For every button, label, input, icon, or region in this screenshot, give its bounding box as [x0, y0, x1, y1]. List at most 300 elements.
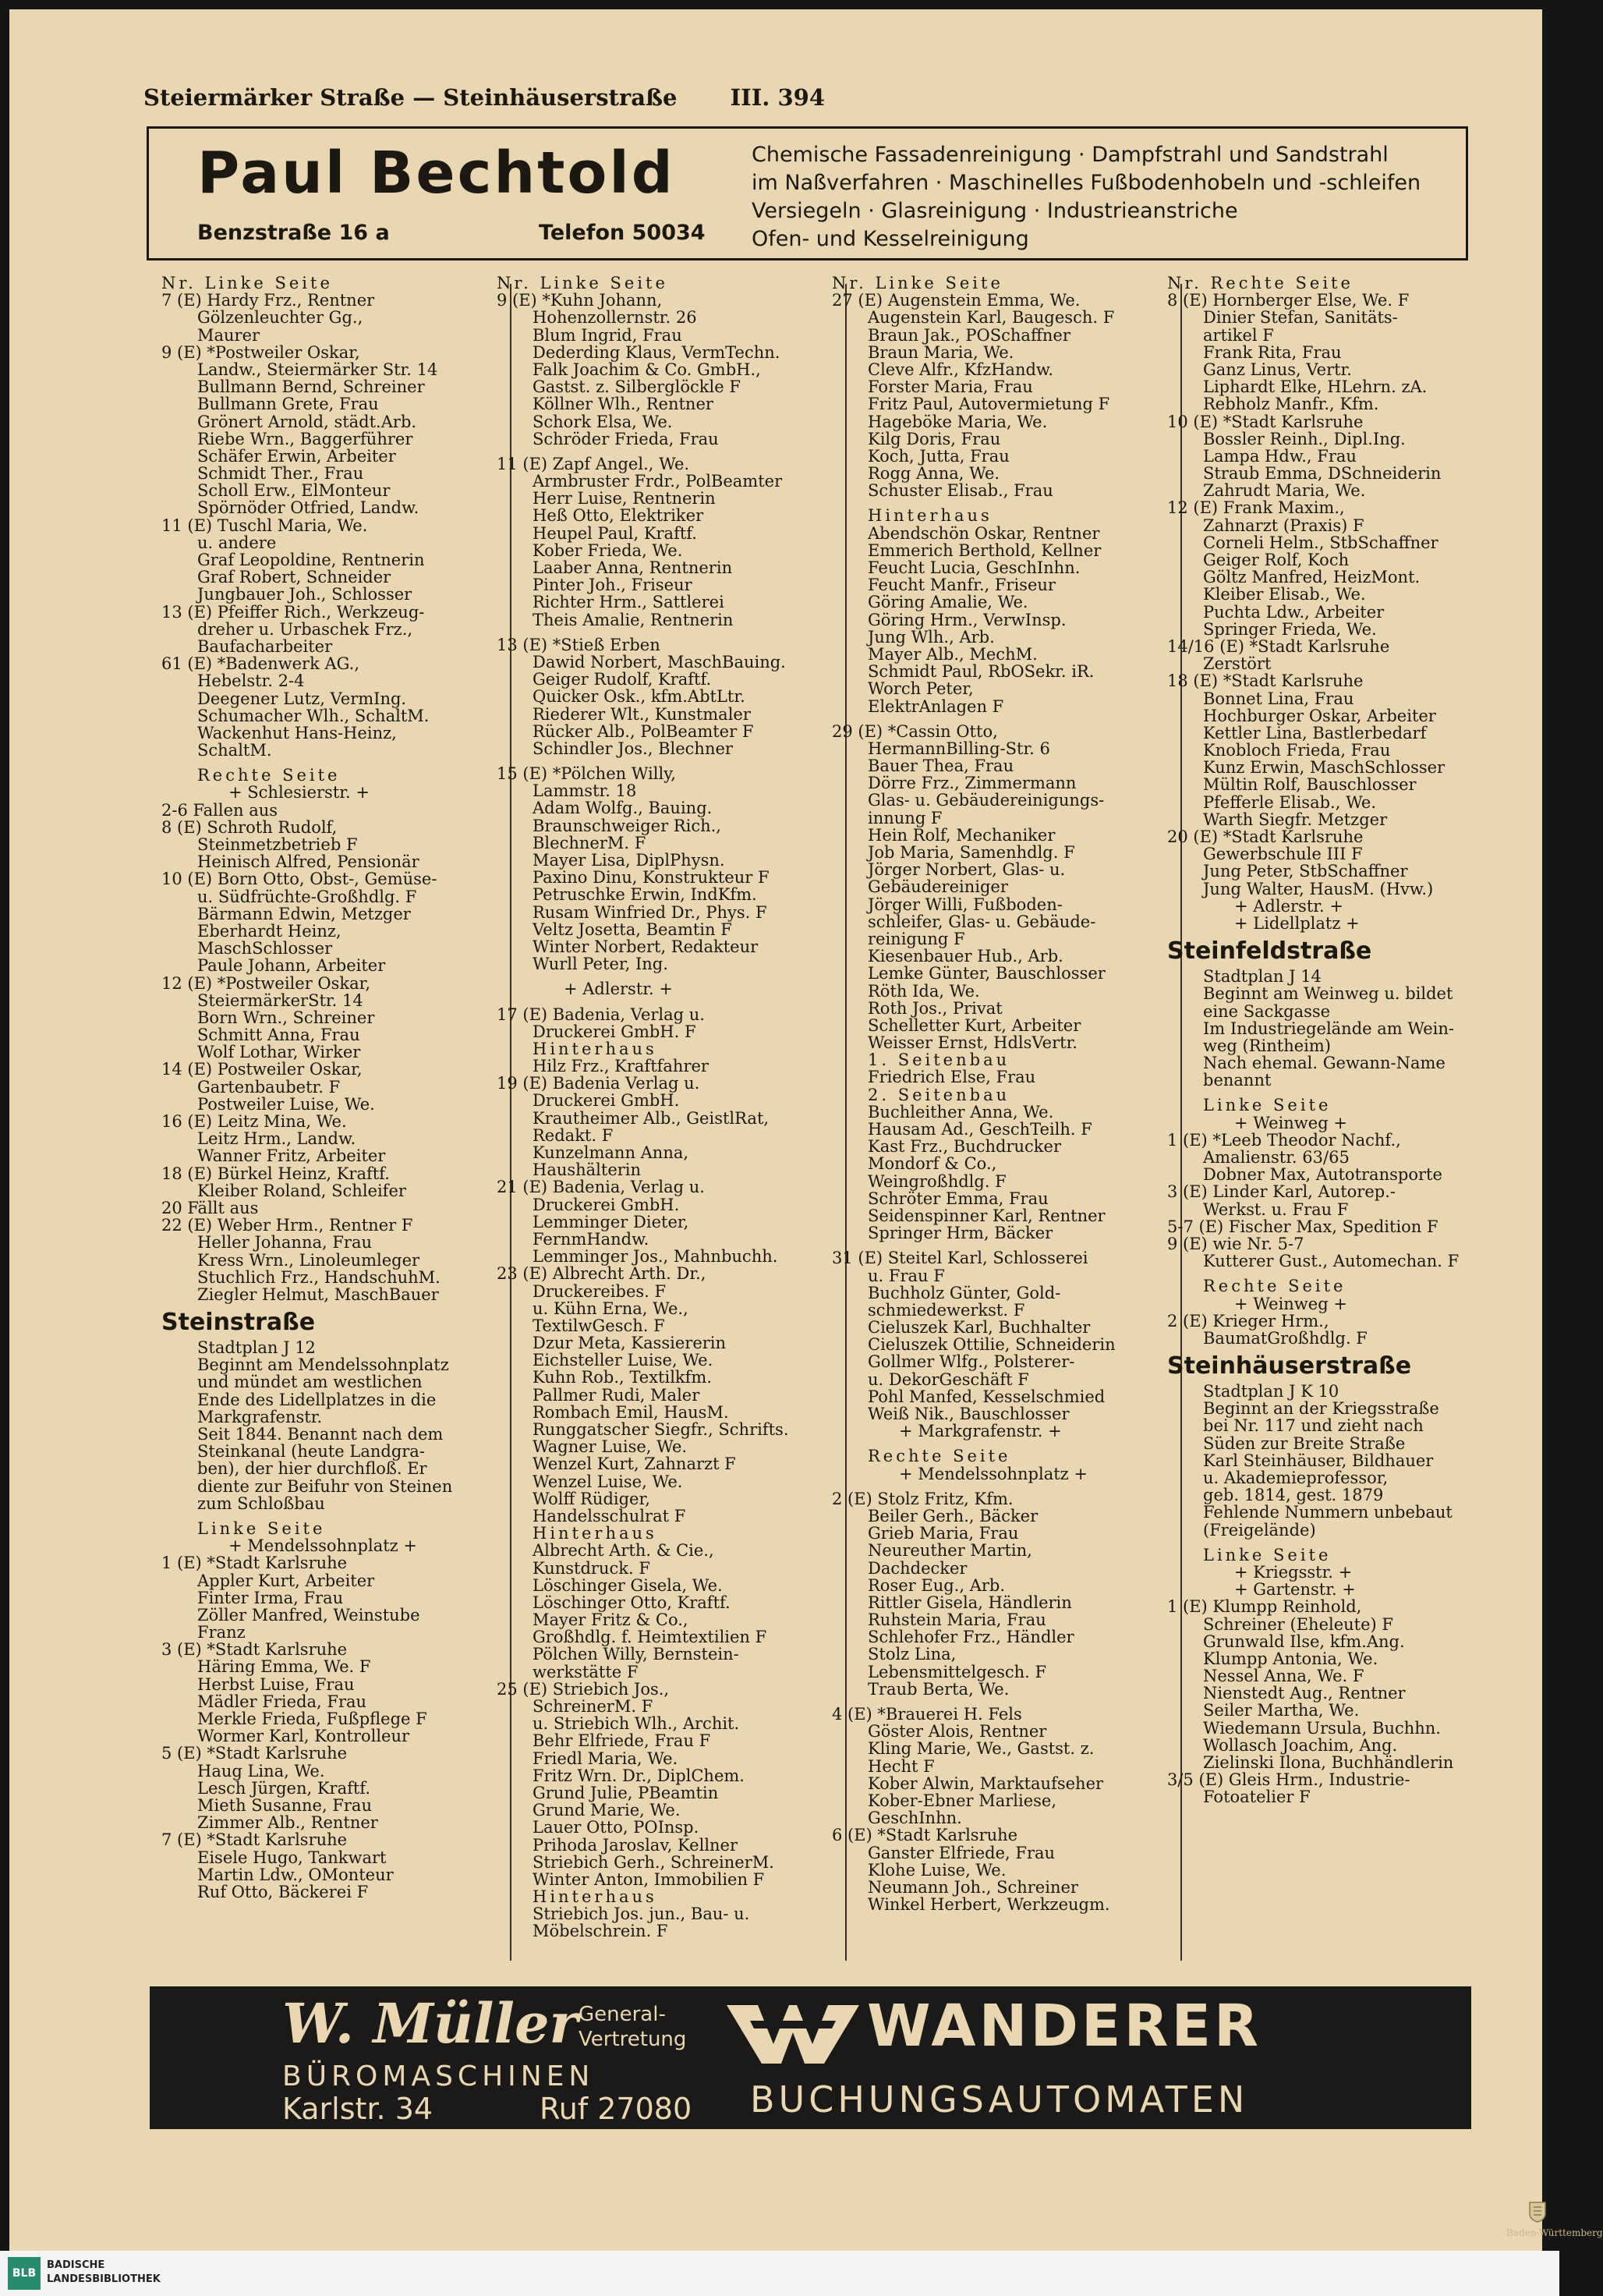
directory-line: schmiedewerkst. F — [868, 1300, 1025, 1320]
directory-line: Zahnarzt (Praxis) F — [1203, 516, 1364, 535]
directory-line: Dederding Klaus, VermTechn. — [533, 342, 780, 362]
directory-line: Nessel Anna, We. F — [1203, 1667, 1364, 1686]
directory-line: Buchholz Günter, Gold- — [868, 1283, 1061, 1302]
directory-line: 7 (E) Hardy Frz., Rentner — [161, 291, 375, 310]
directory-line: 2 (E) Stolz Fritz, Kfm. — [832, 1489, 1014, 1508]
directory-line: 14 (E) Postweiler Oskar, — [161, 1060, 363, 1079]
directory-line: Gollmer Wlfg., Polsterer- — [868, 1352, 1075, 1372]
directory-line: BaumatGroßhdlg. F — [1203, 1328, 1368, 1348]
directory-line: Hinterhaus — [533, 1039, 657, 1058]
directory-line: Krautheimer Alb., GeistlRat, — [533, 1108, 770, 1128]
ad-phone: Telefon 50034 — [539, 221, 706, 245]
directory-line: eine Sackgasse — [1203, 1001, 1331, 1021]
directory-line: 19 (E) Badenia Verlag u. — [497, 1074, 700, 1093]
street-heading: Steinfeldstraße — [1167, 937, 1372, 966]
directory-line: Seiler Martha, We. — [1203, 1701, 1360, 1720]
directory-line: Neureuther Martin, — [868, 1541, 1032, 1561]
directory-line: Wolff Rüdiger, — [533, 1489, 650, 1508]
directory-line: Dinier Stefan, Sanitäts- — [1203, 308, 1398, 328]
directory-line: Postweiler Luise, We. — [197, 1094, 375, 1114]
directory-line: Ruf Otto, Bäckerei F — [197, 1882, 369, 1901]
directory-line: 17 (E) Badenia, Verlag u. — [497, 1004, 705, 1024]
directory-line: Prihoda Jaroslav, Kellner — [533, 1835, 738, 1855]
directory-line: Kling Marie, We., Gastst. z. — [868, 1739, 1095, 1759]
directory-line: Bonnet Lina, Frau — [1203, 689, 1354, 708]
directory-line: Mondorf & Co., — [868, 1154, 997, 1174]
directory-line: Springer Hrm, Bäcker — [868, 1224, 1053, 1243]
directory-line: Klumpp Antonia, We. — [1203, 1649, 1378, 1668]
directory-line: Weingroßhdlg. F — [868, 1171, 1007, 1191]
directory-line: und mündet am westlichen — [197, 1373, 423, 1392]
directory-line: Deegener Lutz, VermIng. — [197, 689, 407, 708]
wanderer-w-logo-icon — [727, 1997, 859, 2067]
advertisement-bechtold — [147, 126, 1468, 260]
directory-column-1 — [161, 275, 481, 1967]
directory-line: u. Striebich Wlh., Archit. — [533, 1714, 740, 1734]
directory-line: 31 (E) Steitel Karl, Schlosserei — [832, 1249, 1088, 1268]
directory-line: 11 (E) Tuschl Maria, We. — [161, 516, 368, 535]
directory-line: Runggatscher Siegfr., Schrifts. — [533, 1420, 789, 1439]
directory-line: schleifer, Glas- u. Gebäude- — [868, 912, 1096, 931]
directory-line: 7 (E) *Stadt Karlsruhe — [161, 1830, 348, 1850]
directory-line: Baufacharbeiter — [197, 636, 333, 656]
directory-line: Druckerei GmbH. F — [533, 1022, 696, 1041]
directory-line: Rusam Winfried Dr., Phys. F — [533, 902, 767, 922]
directory-line: Armbruster Frdr., PolBeamter — [533, 472, 783, 491]
directory-line: Emmerich Berthold, Kellner — [868, 540, 1102, 560]
directory-line: + Kriegsstr. + — [1234, 1562, 1353, 1582]
directory-line: werkstätte F — [533, 1662, 639, 1681]
directory-line: Klohe Luise, We. — [868, 1860, 1007, 1880]
directory-line: Dörre Frz., Zimmermann — [868, 774, 1077, 793]
directory-line: Pinter Joh., Friseur — [533, 576, 692, 595]
header-streets: Steiermärker Straße — Steinhäuserstraße — [143, 84, 678, 111]
directory-line: + Adlerstr. + — [1234, 896, 1343, 916]
directory-line: Jungbauer Joh., Schlosser — [197, 585, 412, 604]
directory-line: 10 (E) Born Otto, Obst-, Gemüse- — [161, 870, 437, 889]
region-label: Baden-Württemberg — [1506, 2227, 1603, 2238]
library-footer — [0, 2251, 1559, 2296]
directory-line: Jung Walter, HausM. (Hvw.) — [1203, 879, 1434, 898]
directory-line: + Schlesierstr. + — [228, 783, 370, 803]
directory-line: Fritz Wrn. Dr., DiplChem. — [533, 1766, 745, 1785]
directory-line: Bärmann Edwin, Metzger — [197, 904, 411, 923]
directory-line: Braunschweiger Rich., — [533, 816, 721, 835]
directory-line: Augenstein Karl, Baugesch. F — [868, 308, 1115, 328]
directory-line: Finter Irma, Frau — [197, 1588, 344, 1607]
directory-line: Zahrudt Maria, We. — [1203, 481, 1366, 501]
directory-line: Zerstört — [1203, 654, 1272, 674]
library-name-line: LANDESBIBLIOTHEK — [47, 2273, 161, 2285]
directory-line: 21 (E) Badenia, Verlag u. — [497, 1178, 705, 1197]
directory-line: Schuster Elisab., Frau — [868, 481, 1053, 501]
directory-line: Grund Julie, PBeamtin — [533, 1783, 719, 1802]
directory-line: Pölchen Willy, Bernstein- — [533, 1645, 739, 1664]
directory-line: Schmidt Paul, RbOSekr. iR. — [868, 662, 1095, 682]
directory-line: Pohl Manfed, Kesselschmied — [868, 1387, 1106, 1406]
directory-line: u. Südfrüchte-Großhdlg. F — [197, 887, 417, 906]
directory-line: Kiesenbauer Hub., Arb. — [868, 947, 1063, 966]
directory-line: 15 (E) *Pölchen Willy, — [497, 764, 676, 784]
directory-line: Wollasch Joachim, Ang. — [1203, 1735, 1398, 1755]
directory-line: Dzur Meta, Kassiererin — [533, 1334, 727, 1353]
directory-line: Stadtplan J K 10 — [1203, 1382, 1339, 1401]
directory-line: Hinterhaus — [868, 506, 993, 526]
directory-line: Dachdecker — [868, 1558, 968, 1578]
directory-line: Nach ehemal. Gewann-Name — [1203, 1054, 1446, 1073]
directory-line: Kober-Ebner Marliese, — [868, 1791, 1057, 1810]
directory-line: Nr. Linke Seite — [832, 274, 1003, 292]
directory-line: 1. Seitenbau — [868, 1051, 1010, 1070]
directory-line: Glas- u. Gebäudereinigungs- — [868, 791, 1105, 810]
directory-line: Löschinger Otto, Kraftf. — [533, 1593, 731, 1612]
directory-line: Liphardt Elke, HLehrn. zA. — [1203, 377, 1428, 397]
directory-line: Handelsschulrat F — [533, 1506, 686, 1525]
directory-line: Seidenspinner Karl, Rentner — [868, 1206, 1106, 1225]
directory-line: 13 (E) *Stieß Erben — [497, 635, 660, 654]
directory-line: Gastst. z. Silberglöckle F — [533, 377, 741, 397]
directory-page — [9, 9, 1542, 2251]
directory-line: Lesch Jürgen, Kraftf. — [197, 1778, 370, 1798]
directory-line: GeschInhn. — [868, 1809, 962, 1828]
directory-line: Straub Emma, DSchneiderin — [1203, 464, 1442, 484]
directory-line: HermannBilling-Str. 6 — [868, 739, 1050, 758]
directory-line: Gölzenleuchter Gg., — [197, 308, 363, 328]
directory-line: Fotoatelier F — [1203, 1788, 1311, 1807]
directory-line: Merkle Frieda, Fußpflege F — [197, 1710, 427, 1728]
directory-line: Im Industriegelände am Wein- — [1203, 1019, 1454, 1038]
directory-line: TextilwGesch. F — [533, 1316, 665, 1335]
directory-line: 5-7 (E) Fischer Max, Spedition F — [1167, 1217, 1438, 1236]
ad-general-line: Vertretung — [579, 2028, 687, 2051]
directory-line: Rechte Seite — [868, 1447, 1011, 1466]
directory-line: Graf Robert, Schneider — [197, 568, 391, 587]
directory-line: Veltz Josetta, Beamtin F — [533, 919, 732, 939]
directory-line: zum Schloßbau — [197, 1493, 325, 1513]
directory-line: Feucht Manfr., Friseur — [868, 576, 1056, 595]
directory-line: Kuhn Rob., Textilkfm. — [533, 1368, 713, 1387]
ad-office-machines: BÜROMASCHINEN — [282, 2060, 595, 2092]
directory-line: Jung Peter, StbSchaffner — [1203, 862, 1408, 881]
directory-line: 3 (E) Linder Karl, Autorep.- — [1167, 1182, 1396, 1202]
directory-line: ben), der hier durchfloß. Er — [197, 1459, 427, 1479]
directory-line: Herr Luise, Rentnerin — [533, 489, 716, 508]
directory-line: Eichsteller Luise, We. — [533, 1351, 713, 1370]
directory-line: Hecht F — [868, 1756, 935, 1776]
directory-line: Beginnt am Mendelssohnplatz — [197, 1355, 449, 1375]
directory-line: Riederer Wlt., Kunstmaler — [533, 704, 751, 724]
directory-line: 16 (E) Leitz Mina, We. — [161, 1112, 347, 1131]
directory-line: + Weinweg + — [1234, 1113, 1347, 1132]
directory-line: Hinterhaus — [533, 1524, 657, 1543]
directory-line: Druckerei GmbH. — [533, 1091, 680, 1111]
directory-line: Ziegler Helmut, MaschBauer — [197, 1284, 439, 1304]
directory-line: Jörger Willi, Fußboden- — [868, 895, 1063, 914]
directory-line: Jörger Norbert, Glas- u. — [868, 860, 1066, 880]
directory-line: Laaber Anna, Rentnerin — [533, 558, 733, 577]
directory-line: Schelletter Kurt, Arbeiter — [868, 1015, 1081, 1035]
directory-line: Leitz Hrm., Landw. — [197, 1129, 356, 1149]
directory-line: Häring Emma, We. F — [197, 1657, 371, 1677]
ad-company-name: Paul Bechtold — [197, 140, 675, 207]
directory-line: Puchta Ldw., Arbeiter — [1203, 602, 1385, 622]
directory-line: Pfefferle Elisab., We. — [1203, 792, 1377, 812]
directory-line: Cieluszek Ottilie, Schneiderin — [868, 1335, 1116, 1355]
directory-line: Mayer Alb., MechM. — [868, 644, 1038, 664]
directory-line: Stadtplan J 14 — [1203, 967, 1322, 987]
directory-line: Nr. Rechte Seite — [1167, 274, 1354, 292]
directory-line: Gartenbaubetr. F — [197, 1077, 341, 1097]
directory-line: Heß Otto, Elektriker — [533, 506, 704, 526]
directory-line: Martin Ldw., OMonteur — [197, 1865, 394, 1884]
directory-line: SteiermärkerStr. 14 — [197, 990, 363, 1010]
directory-line: Lauer Otto, POInsp. — [533, 1818, 699, 1837]
directory-line: Fritz Paul, Autovermietung F — [868, 395, 1110, 414]
ad-dealer-name: W. Müller — [282, 1991, 579, 2056]
directory-line: Haushälterin — [533, 1160, 642, 1180]
directory-line: Kleiber Elisab., We. — [1203, 585, 1366, 604]
directory-line: Wenzel Kurt, Zahnarzt F — [533, 1454, 736, 1474]
directory-line: 10 (E) *Stadt Karlsruhe — [1167, 412, 1364, 431]
directory-line: 20 (E) *Stadt Karlsruhe — [1167, 827, 1364, 846]
directory-line: Göster Alois, Rentner — [868, 1722, 1047, 1741]
directory-line: Süden zur Breite Straße — [1203, 1433, 1406, 1453]
directory-line: Braun Maria, We. — [868, 342, 1014, 362]
directory-line: Hochburger Oskar, Arbeiter — [1203, 706, 1436, 725]
directory-line: Hohenzollernstr. 26 — [533, 308, 697, 328]
directory-line: 25 (E) Striebich Jos., — [497, 1679, 670, 1699]
directory-line: Heupel Paul, Kraftf. — [533, 523, 697, 543]
directory-line: Behr Elfriede, Frau F — [533, 1731, 711, 1751]
directory-line: Winter Norbert, Redakteur — [533, 937, 759, 956]
directory-line: Lampa Hdw., Frau — [1203, 446, 1357, 466]
directory-line: Köllner Wlh., Rentner — [533, 395, 713, 414]
directory-line: Rechte Seite — [197, 766, 341, 785]
directory-line: Geiger Rudolf, Kraftf. — [533, 670, 712, 689]
directory-line: Wenzel Luise, We. — [533, 1472, 683, 1491]
directory-line: Ganster Elfriede, Frau — [868, 1843, 1056, 1862]
directory-line: 23 (E) Albrecht Arth. Dr., — [497, 1264, 706, 1284]
directory-line: Worch Peter, — [868, 679, 974, 699]
directory-line: Wurll Peter, Ing. — [533, 955, 668, 974]
directory-line: 3 (E) *Stadt Karlsruhe — [161, 1640, 348, 1660]
directory-line: Friedl Maria, We. — [533, 1749, 678, 1768]
directory-line: Petruschke Erwin, IndKfm. — [533, 885, 757, 905]
directory-line: Haug Lina, We. — [197, 1761, 325, 1780]
directory-line: geb. 1814, gest. 1879 — [1203, 1486, 1384, 1505]
directory-line: 12 (E) Frank Maxim., — [1167, 498, 1345, 518]
directory-line: 27 (E) Augenstein Emma, We. — [832, 291, 1081, 310]
directory-line: Bullmann Grete, Frau — [197, 395, 379, 414]
directory-line: Rogg Anna, We. — [868, 464, 1000, 484]
directory-line: Beginnt an der Kriegsstraße — [1203, 1399, 1439, 1419]
directory-line: Adam Wolfg., Bauing. — [533, 799, 713, 818]
directory-line: Wackenhut Hans-Heinz, — [197, 723, 397, 742]
directory-line: Kast Frz., Buchdrucker — [868, 1137, 1062, 1157]
directory-line: Roser Eug., Arb. — [868, 1575, 1006, 1595]
directory-line: Feucht Lucia, GeschInhn. — [868, 558, 1081, 577]
ad-brand-name: WANDERER — [867, 1993, 1262, 2060]
directory-line: Koch, Jutta, Frau — [868, 446, 1010, 466]
directory-line: Markgrafenstr. — [197, 1407, 323, 1426]
directory-line: Quicker Osk., kfm.AbtLtr. — [533, 687, 745, 707]
directory-line: Schindler Jos., Blechner — [533, 739, 733, 758]
directory-line: 2 (E) Krieger Hrm., — [1167, 1311, 1329, 1330]
directory-line: Weiß Nik., Bauschlosser — [868, 1405, 1070, 1423]
directory-line: 3/5 (E) Gleis Hrm., Industrie- — [1167, 1770, 1410, 1790]
library-name — [47, 2259, 161, 2287]
directory-line: Schumacher Wlh., SchaltM. — [197, 706, 430, 725]
directory-line: Redakt. F — [533, 1125, 614, 1145]
directory-line: Stolz Lina, — [868, 1645, 957, 1664]
directory-line: weg (Rintheim) — [1203, 1036, 1331, 1055]
directory-line: 4 (E) *Brauerei H. Fels — [832, 1705, 1022, 1724]
directory-line: 2. Seitenbau — [868, 1085, 1010, 1104]
directory-line: Löschinger Gisela, We. — [533, 1575, 723, 1595]
directory-line: Ruhstein Maria, Frau — [868, 1610, 1046, 1630]
directory-line: u. Akademieprofessor, — [1203, 1469, 1389, 1487]
directory-line: Schmidt Ther., Frau — [197, 464, 364, 484]
directory-line: Paule Johann, Arbeiter — [197, 956, 386, 976]
ad-service-line: Ofen- und Kesselreinigung — [752, 227, 1029, 251]
directory-line: 14/16 (E) *Stadt Karlsruhe — [1167, 636, 1390, 656]
directory-line: Friedrich Else, Frau — [868, 1068, 1036, 1087]
directory-line: Lebensmittelgesch. F — [868, 1662, 1047, 1681]
directory-line: u. Frau F — [868, 1266, 945, 1285]
directory-line: Druckereibes. F — [533, 1281, 667, 1301]
directory-line: Hein Rolf, Mechaniker — [868, 825, 1056, 845]
directory-line: 1 (E) *Stadt Karlsruhe — [161, 1554, 348, 1573]
directory-line: Beginnt am Weinweg u. bildet — [1203, 984, 1453, 1004]
directory-line: benannt — [1203, 1071, 1272, 1090]
directory-line: Hausam Ad., GeschTeilh. F — [868, 1120, 1092, 1139]
directory-line: Striebich Gerh., SchreinerM. — [533, 1852, 774, 1872]
directory-line: 8 (E) Hornberger Else, We. F — [1167, 291, 1410, 310]
directory-line: Lemminger Dieter, — [533, 1212, 689, 1231]
directory-line: reinigung F — [868, 929, 965, 948]
ad-service-line: im Naßverfahren · Maschinelles Fußbodenhobeln und -schleifen — [752, 171, 1421, 195]
directory-line: Kleiber Roland, Schleifer — [197, 1181, 406, 1200]
directory-line: Kress Wrn., Linoleumleger — [197, 1250, 420, 1270]
directory-line: bei Nr. 117 und zieht nach — [1203, 1416, 1424, 1436]
directory-line: Roth Jos., Privat — [868, 998, 1003, 1018]
directory-line: u. Kühn Erna, We., — [533, 1299, 688, 1318]
library-name-line: BADISCHE — [47, 2259, 105, 2271]
directory-line: Rebholz Manfr., Kfm. — [1203, 395, 1379, 414]
directory-line: Gewerbschule III F — [1203, 845, 1363, 864]
ad-service-line: Chemische Fassadenreinigung · Dampfstrahl und Sandstrahl — [752, 143, 1389, 167]
directory-line: 6 (E) *Stadt Karlsruhe — [832, 1826, 1018, 1845]
directory-line: artikel F — [1203, 325, 1274, 345]
directory-line: 2-6 Fallen aus — [161, 800, 278, 820]
directory-line: Grund Marie, We. — [533, 1801, 681, 1820]
directory-line: Franz — [197, 1623, 246, 1642]
directory-line: Frank Rita, Frau — [1203, 342, 1342, 362]
directory-line: Neumann Joh., Schreiner — [868, 1877, 1078, 1897]
directory-line: Pallmer Rudi, Maler — [533, 1385, 700, 1405]
directory-line: Heinisch Alfred, Pensionär — [197, 852, 419, 872]
directory-line: + Markgrafenstr. + — [899, 1422, 1062, 1441]
directory-line: Linke Seite — [1203, 1545, 1332, 1564]
directory-line: Mültin Rolf, Bauschlosser — [1203, 775, 1417, 795]
directory-line: Hageböke Maria, We. — [868, 412, 1048, 431]
directory-line: Schlehofer Frz., Händler — [868, 1628, 1074, 1647]
directory-line: SchaltM. — [197, 741, 272, 760]
line-gap — [497, 998, 816, 1006]
directory-line: Göring Amalie, We. — [868, 593, 1028, 612]
directory-line: Mayer Fritz & Co., — [533, 1610, 688, 1630]
directory-line: + Weinweg + — [1234, 1294, 1347, 1313]
directory-line: Seit 1844. Benannt nach dem — [197, 1425, 444, 1444]
directory-line: MaschSchlosser — [197, 939, 333, 958]
directory-column-2 — [497, 275, 816, 1967]
directory-line: innung F — [868, 808, 943, 827]
directory-line: Geiger Rolf, Koch — [1203, 551, 1350, 569]
directory-line: Appler Kurt, Arbeiter — [197, 1571, 375, 1590]
directory-line: Rechte Seite — [1203, 1277, 1346, 1296]
directory-line: Wiedemann Ursula, Buchhn. — [1203, 1718, 1441, 1738]
directory-line: FernmHandw. — [533, 1229, 649, 1249]
directory-line: Albrecht Arth. & Cie., — [533, 1541, 714, 1561]
directory-line: 22 (E) Weber Hrm., Rentner F — [161, 1216, 413, 1235]
directory-line: Born Wrn., Schreiner — [197, 1008, 375, 1027]
directory-line: Gebäudereiniger — [868, 877, 1008, 897]
directory-line: 9 (E) *Kuhn Johann, — [497, 291, 663, 310]
directory-line: BlechnerM. F — [533, 833, 646, 852]
directory-line: Eisele Hugo, Tankwart — [197, 1848, 387, 1867]
directory-line: Kober Alwin, Marktaufseher — [868, 1773, 1104, 1793]
ad-address: Benzstraße 16 a — [197, 221, 390, 245]
directory-line: Graf Leopoldine, Rentnerin — [197, 551, 425, 569]
directory-line: Schmitt Anna, Frau — [197, 1026, 360, 1045]
directory-line: Steinmetzbetrieb F — [197, 835, 358, 854]
directory-line: Blum Ingrid, Frau — [533, 325, 682, 345]
directory-line: Steinkanal (heute Landgra- — [197, 1442, 425, 1462]
directory-line: Rittler Gisela, Händlerin — [868, 1593, 1072, 1612]
directory-line: Kunzelmann Anna, — [533, 1143, 689, 1162]
directory-line: Kunz Erwin, MaschSchlosser — [1203, 758, 1446, 778]
directory-line: Herbst Luise, Frau — [197, 1674, 355, 1694]
directory-line: Lammstr. 18 — [533, 781, 637, 801]
directory-line: Hilz Frz., Kraftfahrer — [533, 1057, 709, 1076]
directory-line: Großhdlg. f. Heimtextilien F — [533, 1628, 767, 1647]
directory-line: Buchleither Anna, We. — [868, 1102, 1054, 1121]
directory-line: Beiler Gerh., Bäcker — [868, 1506, 1039, 1525]
directory-line: Grunwald Ilse, kfm.Ang. — [1203, 1632, 1405, 1651]
directory-line: ElektrAnlagen F — [868, 696, 1004, 716]
directory-line: (Freigelände) — [1203, 1520, 1316, 1540]
directory-line: Linke Seite — [1203, 1096, 1332, 1115]
directory-line: 20 Fällt aus — [161, 1198, 259, 1217]
directory-line: Bauer Thea, Frau — [868, 756, 1014, 776]
directory-line: u. DekorGeschäft F — [868, 1369, 1029, 1389]
directory-line: Dobner Max, Autotransporte — [1203, 1165, 1442, 1185]
directory-line: + Lidellplatz + — [1234, 913, 1360, 933]
directory-line: Röth Ida, We. — [868, 981, 980, 1001]
directory-line: Kutterer Gust., Automechan. F — [1203, 1252, 1460, 1271]
ad-general-line: General- — [579, 2003, 666, 2026]
directory-line: 8 (E) Schroth Rudolf, — [161, 817, 338, 837]
directory-line: diente zur Beifuhr von Steinen — [197, 1476, 453, 1496]
directory-line: Maurer — [197, 325, 260, 345]
directory-line: Forster Maria, Frau — [868, 377, 1033, 397]
directory-line: Dawid Norbert, MaschBauing. — [533, 652, 786, 671]
directory-line: Linke Seite — [197, 1518, 326, 1538]
directory-line: Bullmann Bernd, Schreiner — [197, 377, 425, 397]
directory-line: 18 (E) Bürkel Heinz, Kraftf. — [161, 1164, 390, 1183]
directory-line: Richter Hrm., Sattlerei — [533, 593, 724, 612]
directory-line: Winter Anton, Immobilien F — [533, 1869, 765, 1889]
